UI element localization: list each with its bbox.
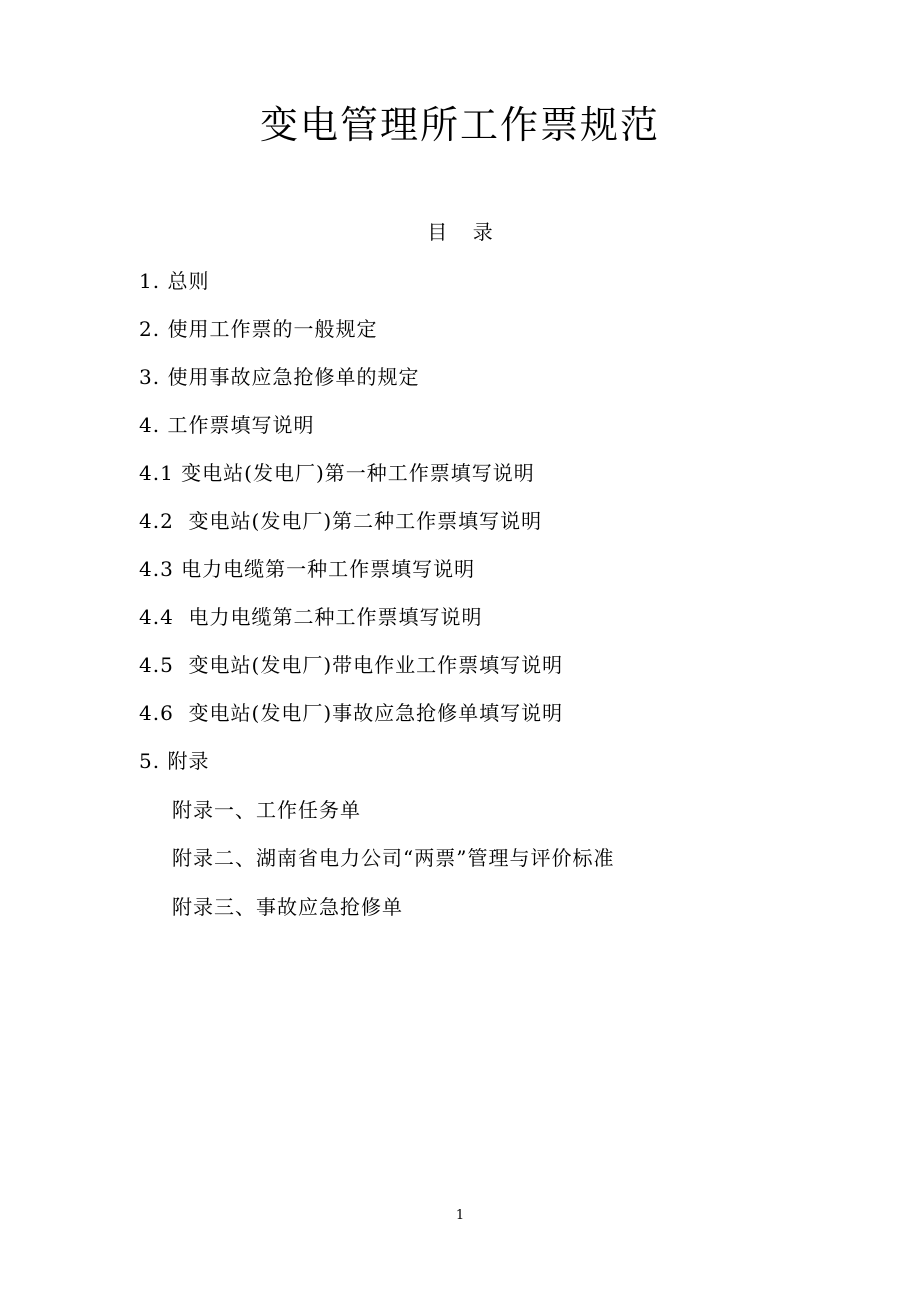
toc-item-4-2: 4.2 变电站(发电厂)第二种工作票填写说明 [139, 509, 543, 533]
page-number: 1 [455, 1208, 465, 1223]
toc-appendix-1: 附录一、工作任务单 [172, 798, 361, 822]
toc-item-3: 3. 使用事故应急抢修单的规定 [139, 365, 420, 389]
toc-item-5: 5. 附录 [139, 749, 210, 773]
toc-appendix-2: 附录二、湖南省电力公司“两票”管理与评价标准 [172, 846, 615, 870]
toc-item-1: 1. 总则 [139, 269, 210, 293]
toc-item-4-1: 4.1 变电站(发电厂)第一种工作票填写说明 [139, 461, 535, 485]
toc-item-4-4: 4.4 电力电缆第二种工作票填写说明 [139, 605, 483, 629]
toc-item-4-6: 4.6 变电站(发电厂)事故应急抢修单填写说明 [139, 701, 564, 725]
toc-item-4-3: 4.3 电力电缆第一种工作票填写说明 [139, 557, 476, 581]
toc-heading: 目 录 [427, 220, 493, 244]
toc-appendix-3: 附录三、事故应急抢修单 [172, 895, 403, 919]
toc-item-4-5: 4.5 变电站(发电厂)带电作业工作票填写说明 [139, 653, 564, 677]
toc-item-4: 4. 工作票填写说明 [139, 413, 315, 437]
toc-item-2: 2. 使用工作票的一般规定 [139, 317, 378, 341]
document-title: 变电管理所工作票规范 [259, 103, 660, 147]
